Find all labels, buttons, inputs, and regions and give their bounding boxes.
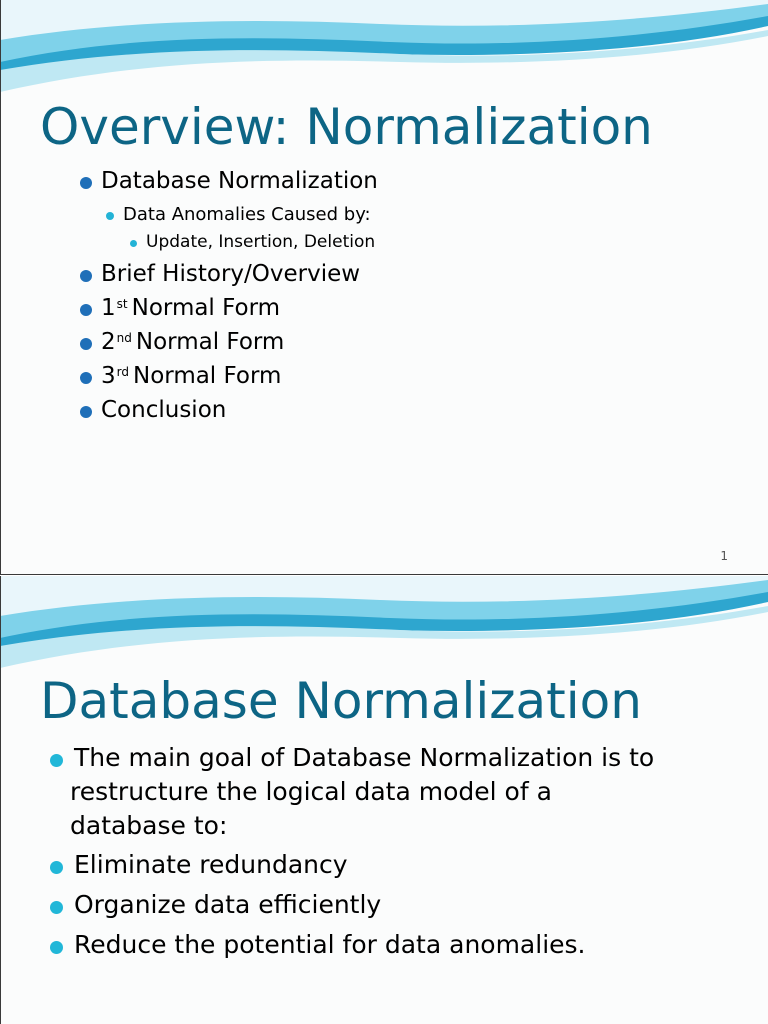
bullet-dot-icon <box>50 901 63 914</box>
bullet-dot-icon <box>50 941 63 954</box>
bullet-dot-icon <box>50 861 63 874</box>
bullet-dot-icon <box>80 372 92 384</box>
bullet-prefix: 1 <box>101 295 116 321</box>
slide-2 <box>0 576 768 1024</box>
bullet-item <box>101 295 280 321</box>
bullet-item <box>101 329 284 355</box>
bullet-item <box>146 232 375 252</box>
bullet-text: Eliminate redundancy <box>74 850 348 879</box>
bullet-dot-icon <box>80 304 92 316</box>
bullet-text: Database Normalization <box>101 168 378 194</box>
bullet-text: Normal Form <box>132 363 282 389</box>
bullet-dot-icon <box>106 212 114 220</box>
bullet-item <box>101 168 378 194</box>
bullet-text: Reduce the potential for data anomalies. <box>74 930 586 959</box>
bullet-item <box>101 363 281 389</box>
swoosh-decoration <box>0 576 768 676</box>
bullet-prefix: 3 <box>101 363 116 389</box>
slide-title: Database Normalization <box>40 672 642 730</box>
bullet-text: Organize data efficiently <box>74 890 382 919</box>
swoosh-decoration <box>0 0 768 100</box>
bullet-dot-icon <box>50 754 63 767</box>
bullet-dot-icon <box>80 338 92 350</box>
bullet-text: Normal Form <box>131 295 281 321</box>
bullet-text: Normal Form <box>135 329 285 355</box>
slide-number: 1 <box>720 549 728 563</box>
bullet-dot-icon <box>80 406 92 418</box>
bullet-prefix: 2 <box>101 329 116 355</box>
bullet-text: The main goal of Database Normalization is to <box>74 743 655 772</box>
bullet-text: Data Anomalies Caused by: <box>123 204 371 225</box>
ordinal-superscript: rd <box>116 365 129 379</box>
ordinal-superscript: nd <box>116 331 132 345</box>
bullet-dot-icon <box>130 240 137 247</box>
bullet-text: restructure the logical data model of a <box>70 777 552 806</box>
bullet-dot-icon <box>80 270 92 282</box>
slide-title: Overview: Normalization <box>40 98 653 156</box>
bullet-text: Conclusion <box>101 397 227 423</box>
bullet-item <box>101 261 360 287</box>
ordinal-superscript: st <box>116 297 128 311</box>
bullet-text: database to: <box>70 811 228 840</box>
bullet-text: Brief History/Overview <box>101 261 361 287</box>
bullet-dot-icon <box>80 177 92 189</box>
bullet-item <box>123 204 371 225</box>
bullet-text: Update, Insertion, Deletion <box>146 232 376 252</box>
bullet-item <box>101 397 226 423</box>
